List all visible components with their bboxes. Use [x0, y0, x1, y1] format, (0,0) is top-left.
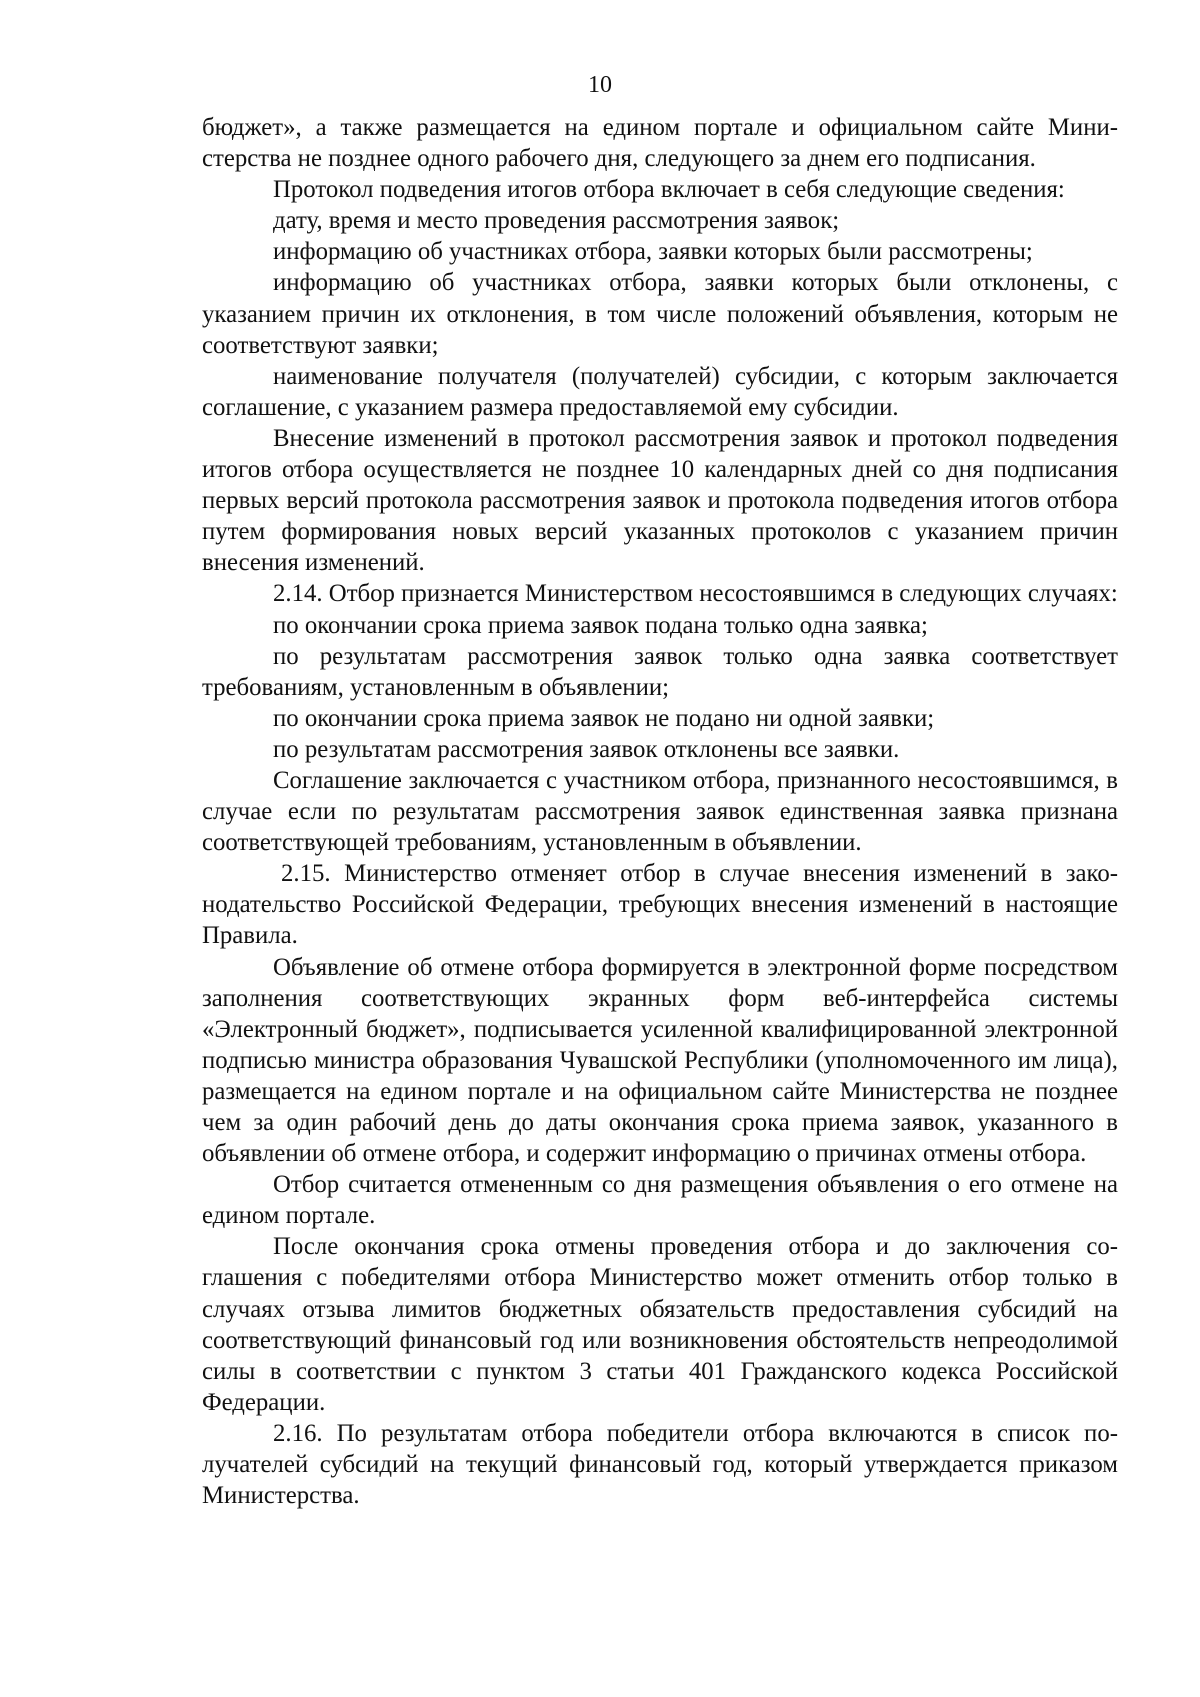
list-item-subsidy-recipient: наименование получателя (получателей) субсидии, с которым заключается соглашение, с указанием размера предоставляемой ему субсидии. — [202, 362, 1118, 421]
document-body — [202, 112, 1118, 1511]
paragraph-cancellation-effective: Отбор считается отмененным со дня размещения объявления о его отмене на едином портале. — [202, 1171, 1118, 1230]
paragraph-cancellation-notice: Объявление об отмене отбора формируется в электронной форме посредством заполнения соответствующих экранных форм веб-интерфейса системы «Электронный бюджет», подписывается усиленной квалифицированной электронной подписью министра образования Чувашской Республики (уполномоченного им лица), размещается на едином портале и на официальном сайте Министерства не позднее чем за один рабочий день до даты окончания срока приема заявок, указанного в объявлении об отмене отбора, и содержит информацию о причинах отмены отбора. — [202, 953, 1118, 1168]
paragraph-protocol-contents: Протокол подведения итогов отбора включает в себя следующие сведения: — [273, 176, 1065, 204]
paragraph-cancellation-limits: После окончания срока отмены проведения отбора и до заключения соглашения с победителями отбора Министерство может отменить отбор только в случаях отзыва лимитов бюджетных обязательств предоставления субсидий на соответствующий финансовый год или возникновения обстоятельств непреодолимой силы в соответствии с пунктом 3 статьи 401 Гражданского кодекса Российской Федерации. — [202, 1233, 1118, 1416]
paragraph-continuation: бюджет», а также размещается на едином портале и официальном сайте Министерства не позднее одного рабочего дня, следующего за днем его подписания. — [202, 114, 1118, 173]
list-item-reviewed-participants: информацию об участниках отбора, заявки которых были рассмотрены; — [273, 238, 1033, 266]
list-item-single-compliant: по результатам рассмотрения заявок только одна заявка соответствует требованиям, установленным в объявлении; — [202, 642, 1118, 701]
list-item-all-rejected: по результатам рассмотрения заявок отклонены все заявки. — [273, 735, 900, 763]
paragraph-agreement-failed-selection: Соглашение заключается с участником отбора, признанного несостоявшимся, в случае если по результатам рассмотрения заявок единственная заявка признана соответствующей требованиям, установленным в объявлении. — [202, 766, 1118, 857]
list-item-rejected-participants: информацию об участниках отбора, заявки которых были отклонены, с указанием причин их отклонения, в том числе положений объявления, которым не соответствуют заявки; — [202, 269, 1118, 359]
page-number: 10 — [588, 72, 612, 98]
paragraph-protocol-amendments: Внесение изменений в протокол рассмотрения заявок и протокол подведения итогов отбора осуществляется не позднее 10 календарных дней со дня подписания первых версий протокола рассмотрения заявок и протокола подведения итогов отбора путем формирования новых версий указанных протоколов с указанием причин внесения изменений. — [202, 424, 1118, 577]
paragraph-2-14: 2.14. Отбор признается Министерством несостоявшимся в следующих случаях: — [273, 580, 1118, 608]
list-item-date-time-place: дату, время и место проведения рассмотрения заявок; — [273, 207, 840, 235]
list-item-no-applications: по окончании срока приема заявок не подано ни одной заявки; — [273, 704, 935, 732]
list-item-single-application: по окончании срока приема заявок подана только одна заявка; — [273, 611, 928, 639]
paragraph-2-15: 2.15. Министерство отменяет отбор в случае внесения изменений в законодательство Российской Федерации, требующих внесения изменений в настоящие Правила. — [202, 860, 1118, 950]
paragraph-2-16: 2.16. По результатам отбора победители отбора включаются в список получателей субсидий на текущий финансовый год, который утверждается приказом Министерства. — [202, 1419, 1118, 1510]
